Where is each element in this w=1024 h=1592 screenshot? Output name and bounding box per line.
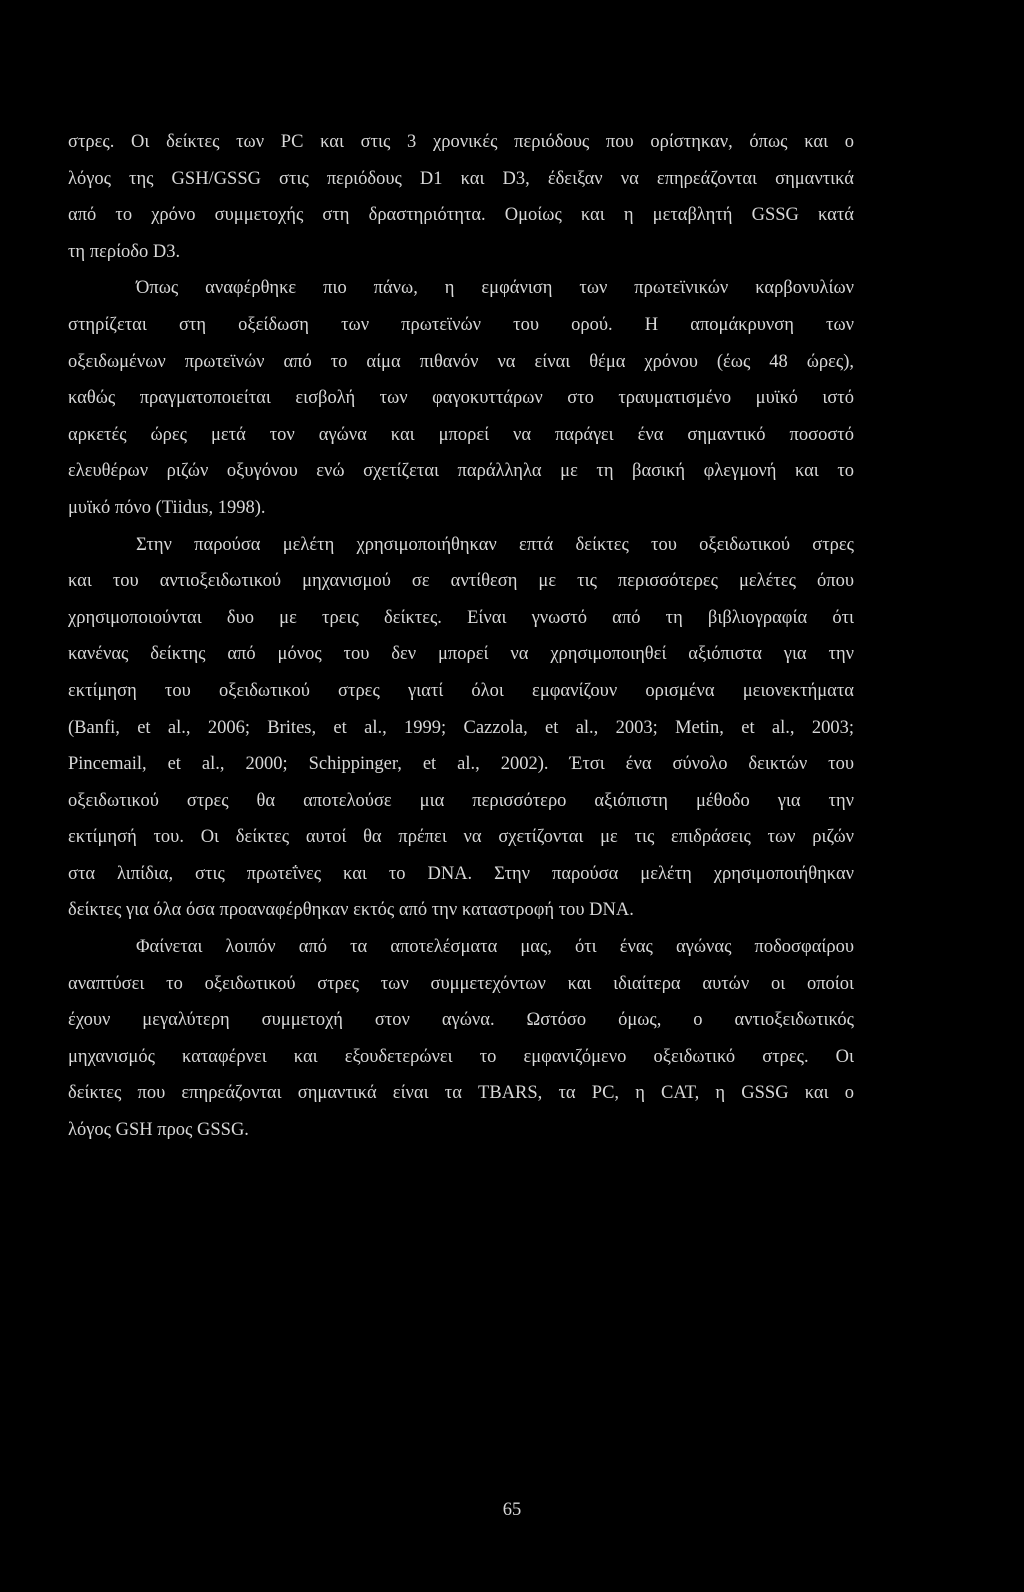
paragraph-first-line: Όπως αναφέρθηκε πιο πάνω, η εμφάνιση των πρωτεϊνικών καρβονυλίων [136,278,854,299]
text-line: οξειδωμένων πρωτεϊνών από το αίμα πιθανόν να είναι θέμα χρόνου (έως 48 ώρες), [68,351,854,372]
paragraph-first-line: Φαίνεται λοιπόν από τα αποτελέσματα μας, ότι ένας αγώνας ποδοσφαίρου [136,937,854,958]
text-line: λόγος της GSH/GSSG στις περιόδους D1 και D3, έδειξαν να επηρεάζονται σημαντικά [68,168,854,189]
text-line: χρησιμοποιούνται δυο με τρεις δείκτες. Είναι γνωστό από τη βιβλιογραφία ότι [68,607,854,628]
text-line: λόγος GSH προς GSSG. [68,1120,249,1141]
text-line: δείκτες που επηρεάζονται σημαντικά είναι τα TBARS, τα PC, η CAT, η GSSG και ο [68,1083,854,1104]
text-line: αναπτύσει το οξειδωτικού στρες των συμμετεχόντων και ιδιαίτερα αυτών οι οποίοι [68,973,854,994]
paragraph-first-line: Στην παρούσα μελέτη χρησιμοποιήθηκαν επτά δείκτες του οξειδωτικού στρες [136,534,854,555]
text-line: και του αντιοξειδωτικού μηχανισμού σε αντίθεση με τις περισσότερες μελέτες όπου [68,571,854,592]
document-body [68,124,854,1149]
text-line: στρες. Οι δείκτες των PC και στις 3 χρονικές περιόδους που ορίστηκαν, όπως και ο [68,132,854,152]
text-line: εκτίμησή του. Οι δείκτες αυτοί θα πρέπει να σχετίζονται με τις επιδράσεις των ριζών [68,827,854,848]
text-line: δείκτες για όλα όσα προαναφέρθηκαν εκτός από την καταστροφή του DNA. [68,900,634,921]
text-line: στα λιπίδια, στις πρωτεΐνες και το DNA. Στην παρούσα μελέτη χρησιμοποιήθηκαν [68,863,854,884]
text-line: από το χρόνο συμμετοχής στη δραστηριότητα. Ομοίως και η μεταβλητή GSSG κατά [68,205,854,226]
text-line: (Banfi, et al., 2006; Brites, et al., 1999; Cazzola, et al., 2003; Metin, et al., 2003; [68,717,854,738]
text-line: οξειδωτικού στρες θα αποτελούσε μια περισσότερο αξιόπιστη μέθοδο για την [68,790,854,811]
page-number: 65 [502,1500,522,1520]
text-line: εκτίμηση του οξειδωτικού στρες γιατί όλοι εμφανίζουν ορισμένα μειονεκτήματα [68,680,854,701]
text-line: έχουν μεγαλύτερη συμμετοχή στον αγώνα. Ωστόσο όμως, ο αντιοξειδωτικός [68,1010,854,1031]
text-line: ελευθέρων ριζών οξυγόνου ενώ σχετίζεται παράλληλα με τη βασική φλεγμονή και το [68,461,854,482]
text-line: στηρίζεται στη οξείδωση των πρωτεϊνών του ορού. Η απομάκρυνση των [68,314,854,335]
text-line: Pincemail, et al., 2000; Schippinger, et al., 2002). Έτσι ένα σύνολο δεικτών του [68,754,854,775]
text-line: μυϊκό πόνο (Tiidus, 1998). [68,497,266,518]
text-line: τη περίοδο D3. [68,241,181,262]
text-line: κανένας δείκτης από μόνος του δεν μπορεί να χρησιμοποιηθεί αξιόπιστα για την [68,644,854,665]
text-line: καθώς πραγματοποιείται εισβολή των φαγοκυττάρων στο τραυματισμένο μυϊκό ιστό [68,388,854,409]
text-line: αρκετές ώρες μετά τον αγώνα και μπορεί να παράγει ένα σημαντικό ποσοστό [68,424,854,445]
text-line: μηχανισμός καταφέρνει και εξουδετερώνει το εμφανιζόμενο οξειδωτικό στρες. Οι [68,1046,854,1067]
